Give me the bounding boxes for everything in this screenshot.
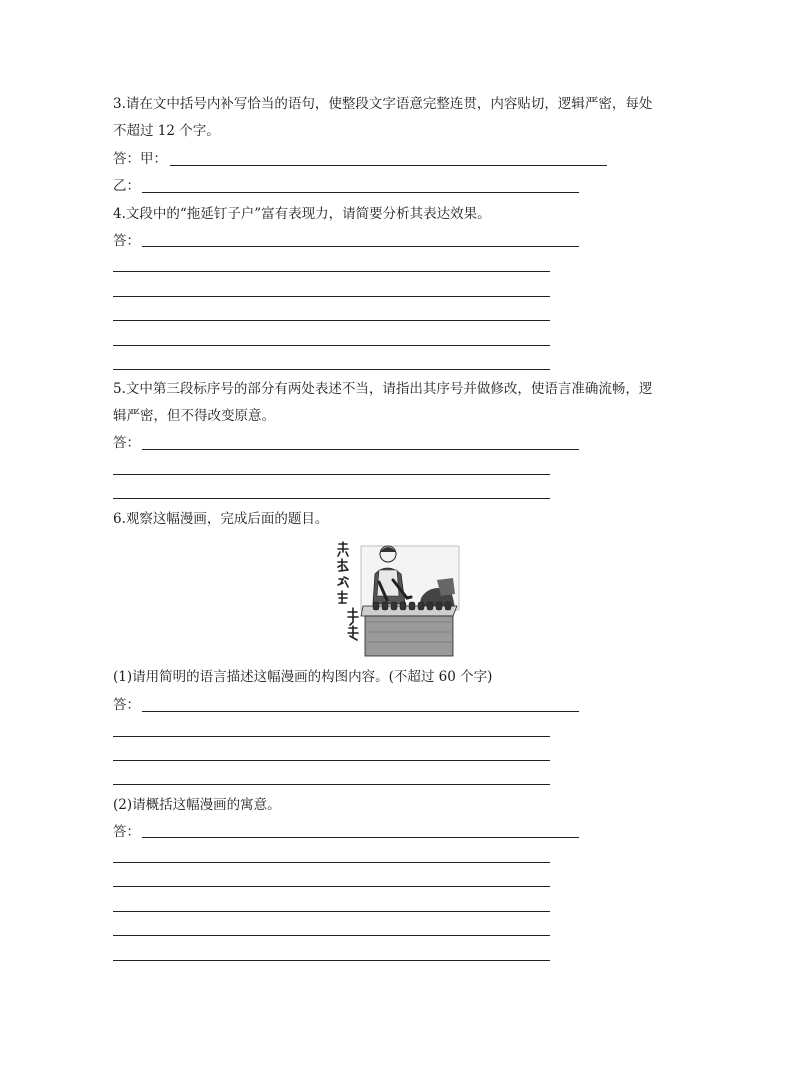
q3-answer-label-yi: 乙： (113, 178, 140, 194)
q6-sub2-stem: (2)请概括这幅漫画的寓意。 (113, 797, 281, 813)
q6-sub2-answer-line[interactable] (113, 886, 550, 887)
q6-sub2-answer-line[interactable] (113, 935, 550, 936)
q6-sub2-answer-line[interactable] (142, 837, 579, 838)
q5-stem-line1: 5.文中第三段标序号的部分有两处表述不当，请指出其序号并做修改，使语言准确流畅，逻 (113, 381, 653, 397)
q4-answer-line[interactable] (113, 271, 550, 272)
q6-sub1-answer-label: 答： (113, 697, 140, 713)
q6-sub2-answer-line[interactable] (113, 911, 550, 912)
q5-answer-label: 答： (113, 435, 140, 451)
q3-stem-line1: 3.请在文中括号内补写恰当的语句，使整段文字语意完整连贯，内容贴切，逻辑严密，每处 (113, 96, 653, 112)
q6-sub2-answer-line[interactable] (113, 862, 550, 863)
q3-answer-label-jia: 答：甲： (113, 151, 167, 167)
q3-answer-line-yi[interactable] (142, 192, 579, 193)
q6-stem: 6.观察这幅漫画，完成后面的题目。 (113, 511, 329, 527)
q6-sub2-answer-label: 答： (113, 824, 140, 840)
q5-answer-line[interactable] (142, 449, 579, 450)
q6-sub1-answer-line[interactable] (113, 736, 550, 737)
q4-answer-line[interactable] (142, 246, 579, 247)
cartoon-inscription (338, 542, 358, 640)
q3-stem-line2: 不超过 12 个字。 (113, 123, 220, 139)
q5-stem-line2: 辑严密，但不得改变原意。 (113, 408, 275, 424)
q6-sub1-answer-line[interactable] (142, 711, 579, 712)
q5-answer-line[interactable] (113, 474, 550, 475)
cartoon-illustration (333, 540, 461, 658)
q4-answer-line[interactable] (113, 345, 550, 346)
q6-sub1-stem: (1)请用简明的语言描述这幅漫画的构图内容。(不超过 60 个字) (113, 669, 493, 685)
q4-answer-line[interactable] (113, 296, 550, 297)
q4-answer-line[interactable] (113, 320, 550, 321)
q4-answer-line[interactable] (113, 369, 550, 370)
q3-answer-line-jia[interactable] (170, 165, 607, 166)
q5-answer-line[interactable] (113, 498, 550, 499)
q4-answer-label: 答： (113, 233, 140, 249)
q6-sub2-answer-line[interactable] (113, 960, 550, 961)
q6-sub1-answer-line[interactable] (113, 760, 550, 761)
q6-sub1-answer-line[interactable] (113, 784, 550, 785)
q4-stem: 4.文段中的“拖延钉子户”富有表现力，请简要分析其表达效果。 (113, 206, 491, 222)
